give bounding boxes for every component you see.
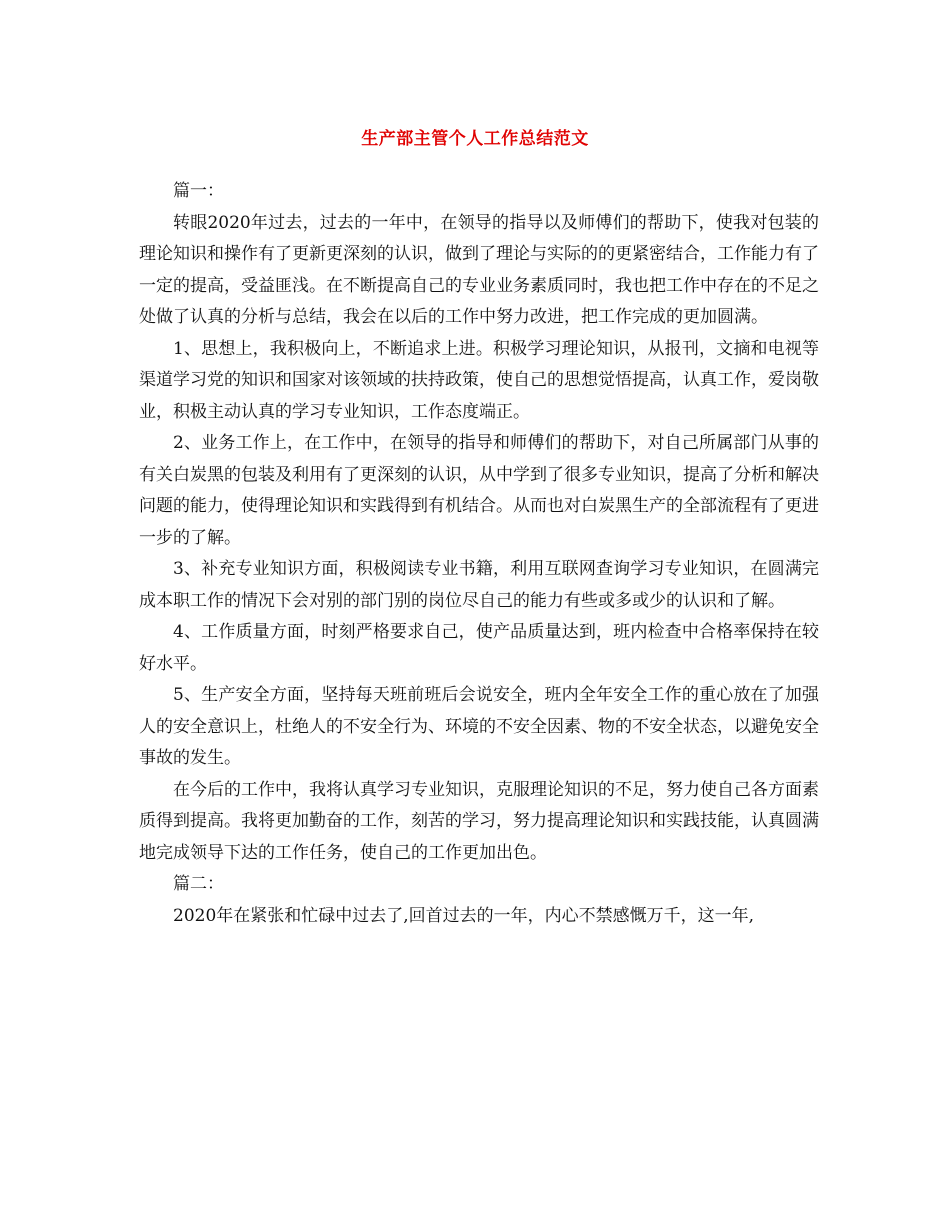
document-body [139, 176, 819, 932]
paragraph-item-3: 3、补充专业知识方面，积极阅读专业书籍，利用互联网查询学习专业知识，在圆满完成本职工作的情况下会对别的部门别的岗位尽自己的能力有些或多或少的认识和了解。 [139, 559, 819, 611]
section-heading-2: 篇二： [173, 874, 224, 894]
paragraph-item-2: 2、业务工作上，在工作中，在领导的指导和师傅们的帮助下，对自己所属部门从事的有关白炭黑的包装及利用有了更深刻的认识，从中学到了很多专业知识，提高了分析和解决问题的能力，使得理论知识和实践得到有机结合。从而也对白炭黑生产的全部流程有了更进一步的了解。 [139, 433, 819, 548]
document-title: 生产部主管个人工作总结范文 [361, 129, 589, 149]
paragraph-part2-intro: 2020年在紧张和忙碌中过去了,回首过去的一年，内心不禁感慨万千，这一年, [173, 905, 755, 926]
paragraph-conclusion: 在今后的工作中，我将认真学习专业知识，克服理论知识的不足，努力使自己各方面素质得到提高。我将更加勤奋的工作，刻苦的学习，努力提高理论知识和实践技能，认真圆满地完成领导下达的工作任务，使自己的工作更加出色。 [139, 779, 819, 863]
paragraph-item-5: 5、生产安全方面，坚持每天班前班后会说安全，班内全年安全工作的重心放在了加强人的安全意识上，杜绝人的不安全行为、环境的不安全因素、物的不安全状态，以避免安全事故的发生。 [139, 685, 819, 768]
paragraph-item-1: 1、思想上，我积极向上，不断追求上进。积极学习理论知识，从报刊，文摘和电视等渠道学习党的知识和国家对该领域的扶持政策，使自己的思想觉悟提高，认真工作，爱岗敬业，积极主动认真的学习专业知识，工作态度端正。 [139, 338, 819, 422]
section-heading-1: 篇一： [173, 181, 224, 201]
paragraph-item-4: 4、工作质量方面，时刻严格要求自己，使产品质量达到，班内检查中合格率保持在较好水平。 [139, 622, 819, 674]
paragraph-intro: 转眼2020年过去，过去的一年中，在领导的指导以及师傅们的帮助下，使我对包装的理论知识和操作有了更新更深刻的认识，做到了理论与实际的的更紧密结合，工作能力有了一定的提高，受益匪浅。在不断提高自己的专业业务素质同时，我也把工作中存在的不足之处做了认真的分析与总结，我会在以后的工作中努力改进，把工作完成的更加圆满。 [139, 212, 819, 327]
